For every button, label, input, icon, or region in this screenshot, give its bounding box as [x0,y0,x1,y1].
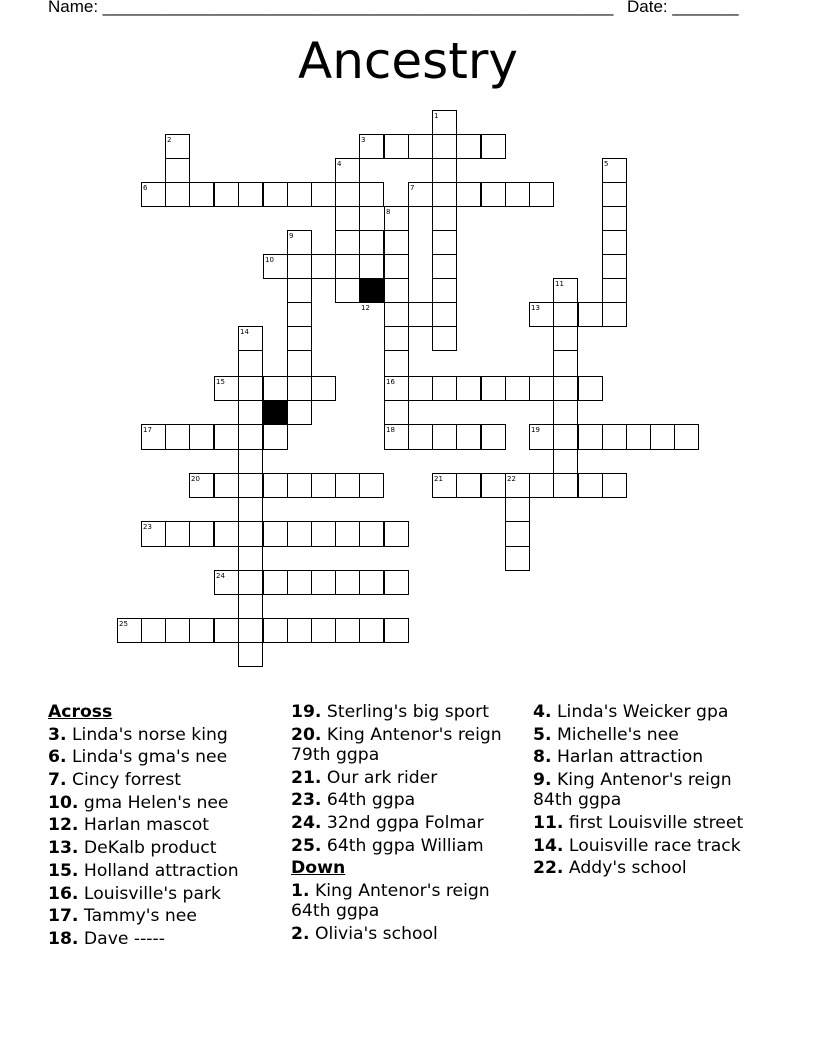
grid-cell[interactable] [336,571,360,595]
clue-item-text: gma Helen's nee [83,792,229,813]
grid-cell[interactable] [554,474,578,498]
clue-item-text: 64th ggpa William [326,835,484,856]
grid-cell[interactable] [482,183,506,207]
clue-item [48,838,283,858]
clue-number: 1 [434,112,439,120]
grid-cell[interactable] [239,522,263,547]
clue-number: 13 [531,304,540,312]
grid-cell[interactable] [288,351,312,377]
clue-number: 23 [143,523,152,531]
grid-cell[interactable] [239,547,263,571]
clue-item-number: 15. [48,860,79,881]
grid-cell[interactable] [385,401,409,425]
grid-cell[interactable] [312,474,336,498]
clue-item-number: 5. [533,724,552,745]
clue-item [48,793,283,813]
grid-cell[interactable] [530,183,554,207]
grid-cell[interactable] [433,303,457,327]
grid-cell[interactable] [336,279,360,303]
grid-cell[interactable] [360,474,384,498]
grid-cell[interactable] [433,279,457,303]
grid-cell[interactable] [409,303,433,327]
clue-item [48,929,283,949]
clue-number: 2 [167,136,172,144]
clue-item-number: 3. [48,724,67,745]
clue-item [48,815,283,835]
clue-item-text: King Antenor's reign 84th ggpa [533,770,732,811]
grid-cell[interactable] [360,255,384,279]
grid-cell[interactable] [554,303,578,327]
grid-cell[interactable] [215,474,239,498]
grid-cell[interactable] [288,401,312,425]
grid-cell[interactable] [506,377,530,401]
grid-cell[interactable] [312,619,336,643]
grid-cell[interactable] [360,231,384,255]
clue-item-number: 7. [48,770,67,791]
grid-cell[interactable] [433,425,457,450]
grid-cell[interactable] [603,231,627,255]
clue-item-text: Linda's norse king [71,724,228,745]
clue-number: 16 [386,378,395,386]
grid-cell[interactable] [385,231,409,255]
clue-item-text: King Antenor's reign 64th ggpa [291,881,490,922]
grid-cell[interactable] [385,522,409,547]
grid-cell[interactable] [239,619,263,643]
grid-cell[interactable] [215,183,239,207]
grid-cell[interactable] [336,207,360,231]
grid-cell[interactable] [312,255,336,279]
grid-cell[interactable] [336,255,360,279]
clue-item-number: 21. [291,767,322,788]
clue-number: 22 [507,475,516,483]
clue-item-number: 2. [291,924,310,945]
clue-number: 10 [265,256,274,264]
across-clue-list-continued [291,702,526,856]
grid-cell[interactable] [554,450,578,474]
clue-item-text: Linda's gma's nee [71,747,228,768]
clue-number: 15 [216,378,225,386]
clue-item [291,924,526,944]
grid-cell[interactable] [554,351,578,377]
grid-cell[interactable] [554,401,578,425]
grid-cell[interactable] [433,159,457,183]
clue-item-text: Harlan attraction [556,747,704,768]
clue-number: 21 [434,475,443,483]
clue-item-number: 18. [48,928,79,949]
clue-number: 14 [240,328,249,336]
grid-cell[interactable] [603,207,627,231]
grid-cell[interactable] [457,425,481,450]
grid-cell[interactable] [433,377,457,401]
grid-cell[interactable] [166,522,190,547]
clue-item [533,813,773,833]
grid-cell[interactable] [385,279,409,303]
grid-cell[interactable] [239,595,263,619]
page-title: Ancestry [298,32,518,90]
grid-cell[interactable] [433,135,457,159]
grid-cell[interactable] [239,401,263,425]
grid-cell[interactable] [239,425,263,450]
grid-cell[interactable] [336,183,360,207]
clue-item-number: 24. [291,813,322,834]
grid-cell[interactable] [312,522,336,547]
clue-item-text: Louisville's park [83,883,222,904]
clue-item-number: 8. [533,747,552,768]
grid-cell[interactable] [579,303,603,327]
clue-item-text: 64th ggpa [326,790,416,811]
clue-item-number: 22. [533,858,564,879]
clue-item [291,881,526,922]
grid-cell[interactable] [506,547,530,571]
clue-item-text: Michelle's nee [556,724,679,745]
grid-cell[interactable] [385,327,409,351]
grid-cell[interactable] [482,425,506,450]
grid-cell[interactable] [457,183,481,207]
grid-cell[interactable] [239,351,263,377]
grid-cell[interactable] [239,377,263,401]
clue-item-text: King Antenor's reign 79th ggpa [291,724,502,765]
clue-number: 6 [143,184,148,192]
grid-cell[interactable] [433,255,457,279]
grid-cell[interactable] [506,498,530,522]
clue-item-number: 19. [291,702,322,722]
clue-item-number: 23. [291,790,322,811]
clue-number: 7 [410,184,415,192]
grid-cell[interactable] [457,474,481,498]
clue-item-text: Addy's school [568,858,687,879]
grid-cell[interactable] [239,183,263,207]
grid-cell[interactable] [264,522,288,547]
clue-item-text: first Louisville street [568,813,744,834]
grid-cell[interactable] [288,327,312,351]
grid-cell[interactable] [603,474,627,498]
clue-item-number: 12. [48,815,79,836]
clue-number: 24 [216,572,225,580]
grid-cell[interactable] [264,183,288,207]
grid-cell[interactable] [288,183,312,207]
grid-cell[interactable] [166,619,190,643]
grid-cell[interactable] [288,377,312,401]
grid-cell[interactable] [288,303,312,327]
clue-item-text: Dave ----- [83,928,165,949]
grid-cell[interactable] [166,159,190,183]
clue-item-number: 20. [291,724,322,745]
clue-number: 17 [143,426,152,434]
clue-item [291,790,526,810]
grid-cell[interactable] [409,377,433,401]
grid-cell[interactable] [554,425,578,450]
grid-cell[interactable] [530,474,554,498]
clue-item-number: 25. [291,835,322,856]
grid-cell[interactable] [360,183,384,207]
clue-item-number: 16. [48,883,79,904]
grid-cell[interactable] [675,425,699,450]
grid-cell[interactable] [264,377,288,401]
clue-item [291,768,526,788]
grid-cell[interactable] [627,425,651,450]
grid-cell[interactable] [166,425,190,450]
clue-number: 18 [386,426,395,434]
grid-cell[interactable] [288,255,312,279]
grid-cell[interactable] [166,183,190,207]
across-heading: Across [48,702,113,722]
clue-item [533,702,773,722]
clue-item-text: Linda's Weicker gpa [556,702,729,722]
clue-item-number: 10. [48,792,79,813]
grid-cell[interactable] [457,377,481,401]
clue-item-number: 11. [533,813,564,834]
grid-cell[interactable] [142,619,166,643]
grid-cell[interactable] [603,425,627,450]
grid-cell[interactable] [433,207,457,231]
grid-cell[interactable] [215,522,239,547]
grid-cell[interactable] [433,327,457,351]
grid-cell[interactable] [264,425,288,450]
clue-item [48,747,283,767]
clue-item-text: Sterling's big sport [326,702,489,722]
grid-cell[interactable] [312,183,336,207]
grid-cell[interactable] [312,571,336,595]
grid-cell[interactable] [336,474,360,498]
grid-block [264,401,288,425]
grid-cell[interactable] [190,619,214,643]
grid-cell[interactable] [288,279,312,303]
clue-number: 5 [604,160,609,168]
grid-cell[interactable] [264,619,288,643]
clue-item [48,884,283,904]
clue-item-text: Olivia's school [314,924,438,945]
grid-cell[interactable] [385,351,409,377]
grid-cell[interactable] [579,474,603,498]
clue-item [291,702,526,722]
clue-item [48,861,283,881]
grid-cell[interactable] [360,571,384,595]
grid-cell[interactable] [264,474,288,498]
grid-cell[interactable] [554,327,578,351]
clue-item-text: 32nd ggpa Folmar [326,813,484,834]
grid-cell[interactable] [239,643,263,667]
grid-cell[interactable] [651,425,675,450]
clue-item-text: Cincy forrest [71,770,182,791]
clue-item [533,858,773,878]
clue-number: 11 [555,280,564,288]
clue-item-number: 4. [533,702,552,722]
clue-item-number: 14. [533,835,564,856]
grid-cell[interactable] [264,571,288,595]
down-heading: Down [291,858,346,879]
clue-number: 20 [191,475,200,483]
grid-cell[interactable] [239,474,263,498]
grid-cell[interactable] [288,619,312,643]
grid-cell[interactable] [336,619,360,643]
clue-item-number: 17. [48,906,79,927]
grid-cell[interactable] [239,450,263,474]
grid-cell[interactable] [190,425,214,450]
clue-item-number: 13. [48,838,79,859]
clue-item-number: 1. [291,881,310,902]
grid-cell[interactable] [579,377,603,401]
grid-cell[interactable] [385,303,409,327]
grid-cell[interactable] [190,183,214,207]
grid-cell[interactable] [433,231,457,255]
clues-column-2 [291,702,526,944]
down-clue-list [291,881,526,944]
clue-item [48,725,283,745]
grid-cell[interactable] [288,522,312,547]
grid-cell[interactable] [554,377,578,401]
clue-number: 4 [337,160,342,168]
clues-column-3 [533,702,773,879]
clue-item [291,813,526,833]
clue-item [291,725,526,766]
clue-item-text: Louisville race track [568,835,741,856]
grid-cell[interactable] [506,522,530,547]
date-field-label: Date: _______ [627,0,739,16]
grid-cell[interactable] [239,498,263,522]
grid-cell[interactable] [385,255,409,279]
clue-item-text: Tammy's nee [83,906,197,927]
clues-column-1 [48,702,283,949]
grid-cell[interactable] [530,377,554,401]
grid-cell[interactable] [409,135,433,159]
clue-item [533,725,773,745]
grid-cell[interactable] [288,474,312,498]
name-field-label: Name: ______________________________________________________ [48,0,614,16]
grid-cell[interactable] [336,231,360,255]
grid-cell[interactable] [336,522,360,547]
grid-cell[interactable] [482,135,506,159]
clue-item-text: Our ark rider [326,767,438,788]
grid-cell[interactable] [457,135,481,159]
clue-number: 19 [531,426,540,434]
clue-number: 12 [361,304,370,312]
grid-cell[interactable] [482,474,506,498]
grid-cell[interactable] [190,522,214,547]
clue-item-number: 9. [533,770,552,791]
clue-item-number: 6. [48,747,67,768]
grid-cell[interactable] [312,377,336,401]
clue-item [533,770,773,811]
clue-number: 25 [119,620,128,628]
grid-cell[interactable] [360,619,384,643]
clue-item [533,836,773,856]
clue-number: 3 [361,136,366,144]
grid-cell[interactable] [385,135,409,159]
grid-cell[interactable] [579,425,603,450]
clue-item [291,836,526,856]
grid-cell[interactable] [482,377,506,401]
grid-cell[interactable] [385,571,409,595]
grid-cell[interactable] [215,619,239,643]
clue-item-text: Harlan mascot [83,815,210,836]
grid-cell[interactable] [288,571,312,595]
clue-item [48,770,283,790]
grid-cell[interactable] [239,571,263,595]
clue-number: 9 [289,232,294,240]
clue-number: 8 [386,208,391,216]
grid-cell[interactable] [506,183,530,207]
across-clue-list [48,725,283,949]
clue-item [533,747,773,767]
grid-cell[interactable] [360,522,384,547]
grid-block [360,279,384,303]
clue-item [48,906,283,926]
grid-cell[interactable] [409,425,433,450]
grid-cell[interactable] [603,303,627,327]
clue-item-text: Holland attraction [83,860,239,881]
grid-cell[interactable] [433,183,457,207]
grid-cell[interactable] [215,425,239,450]
clue-item-text: DeKalb product [83,838,217,859]
grid-cell[interactable] [603,255,627,279]
grid-cell[interactable] [603,183,627,207]
down-clue-list-continued [533,702,773,879]
grid-cell[interactable] [603,279,627,303]
grid-cell[interactable] [385,619,409,643]
